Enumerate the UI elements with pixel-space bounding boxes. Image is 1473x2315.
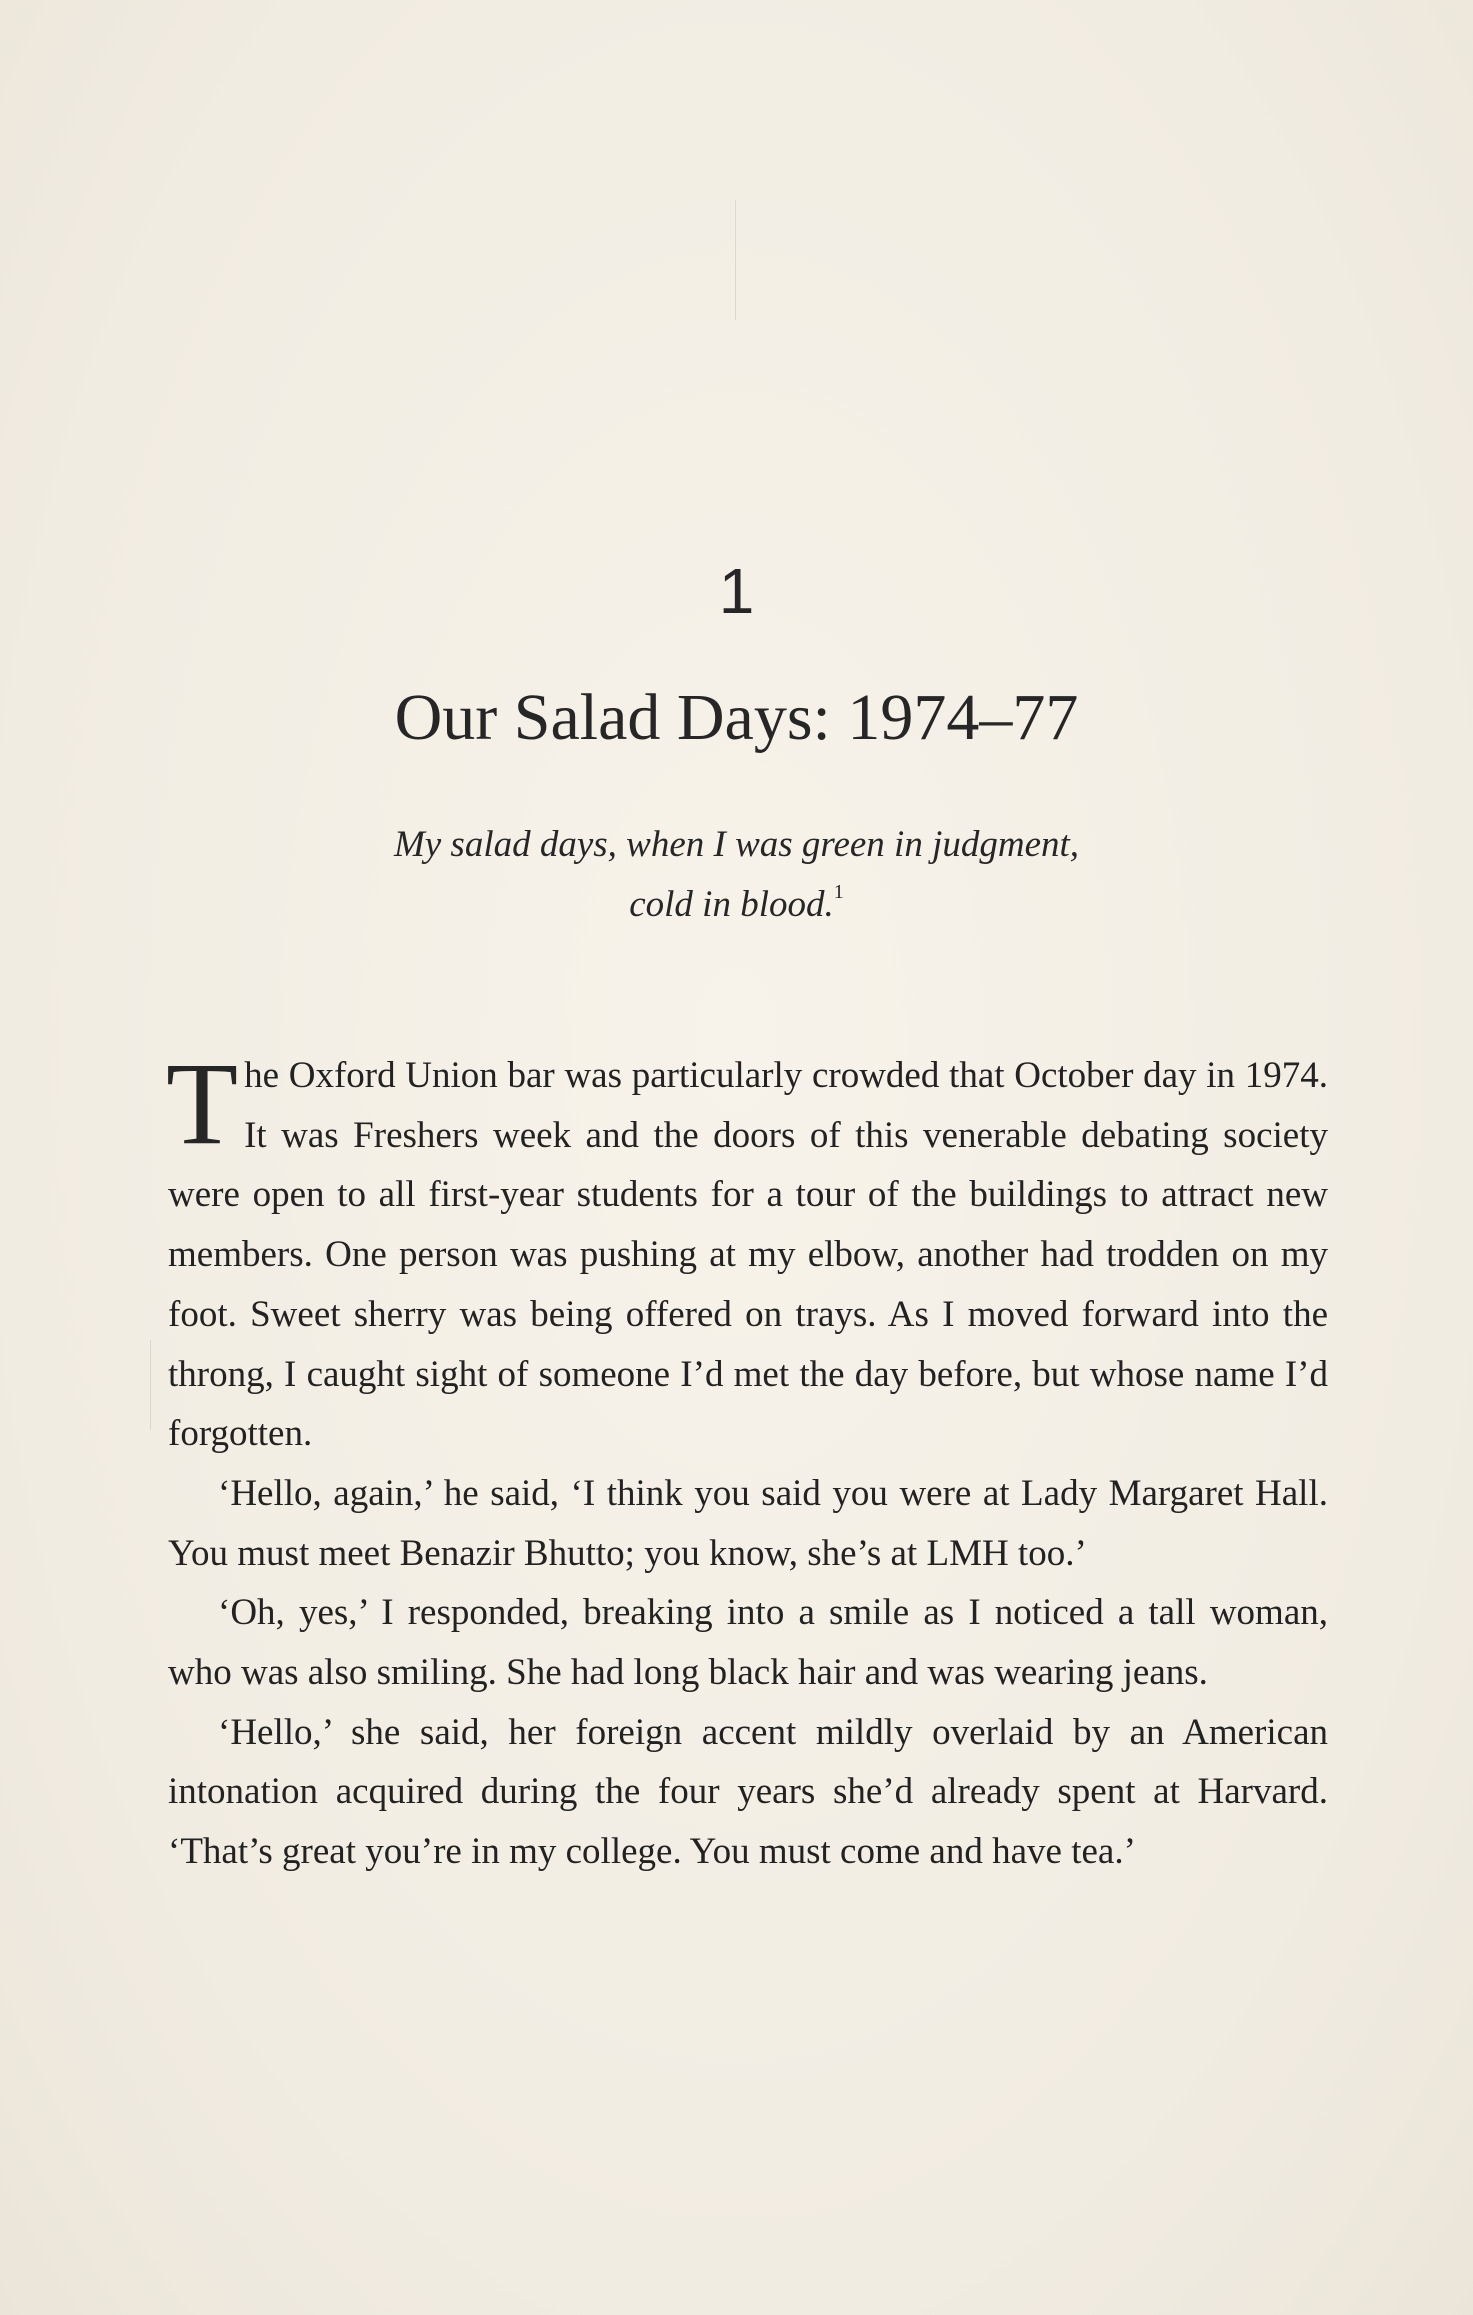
chapter-number: 1 bbox=[718, 555, 755, 627]
epigraph bbox=[0, 815, 1473, 935]
epigraph-line-2-text: cold in blood. bbox=[629, 884, 834, 925]
paragraph: ‘Hello, again,’ he said, ‘I think you said you were at Lady Margaret Hall. You must meet Benazir Bhutto; you know, she’s at LMH too.’ bbox=[168, 1472, 1328, 1574]
body-text bbox=[166, 1038, 1328, 1882]
show-through-mark bbox=[735, 200, 736, 320]
paragraph bbox=[166, 1038, 1328, 1464]
drop-cap: T bbox=[166, 1038, 239, 1169]
footnote-marker: 1 bbox=[833, 881, 844, 903]
chapter-title: Our Salad Days: 1974–77 bbox=[394, 681, 1079, 754]
epigraph-line-1: My salad days, when I was green in judgment, bbox=[393, 824, 1080, 865]
paragraph-text: he Oxford Union bar was particularly crowded that October day in 1974. It was Freshers week and the doors of this venerable debating society were open to all first-year students for a tour of the buildings to attract new members. One person was pushing at my elbow, another had trodden on my foot. Sweet sherry was being offered on trays. As I moved forward into the throng, I caught sight of someone I’d met the day before, but whose name I’d forgotten. bbox=[168, 1055, 1328, 1455]
epigraph-line-2 bbox=[0, 875, 1473, 935]
show-through-mark bbox=[150, 1340, 151, 1430]
paragraph: ‘Hello,’ she said, her foreign accent mildly overlaid by an American intonation acquired during the four years she’d already spent at Harvard. ‘That’s great you’re in my college. You must come and have tea.’ bbox=[168, 1711, 1328, 1873]
paragraph: ‘Oh, yes,’ I responded, breaking into a smile as I noticed a tall woman, who was also smiling. She had long black hair and was wearing jeans. bbox=[168, 1592, 1328, 1694]
